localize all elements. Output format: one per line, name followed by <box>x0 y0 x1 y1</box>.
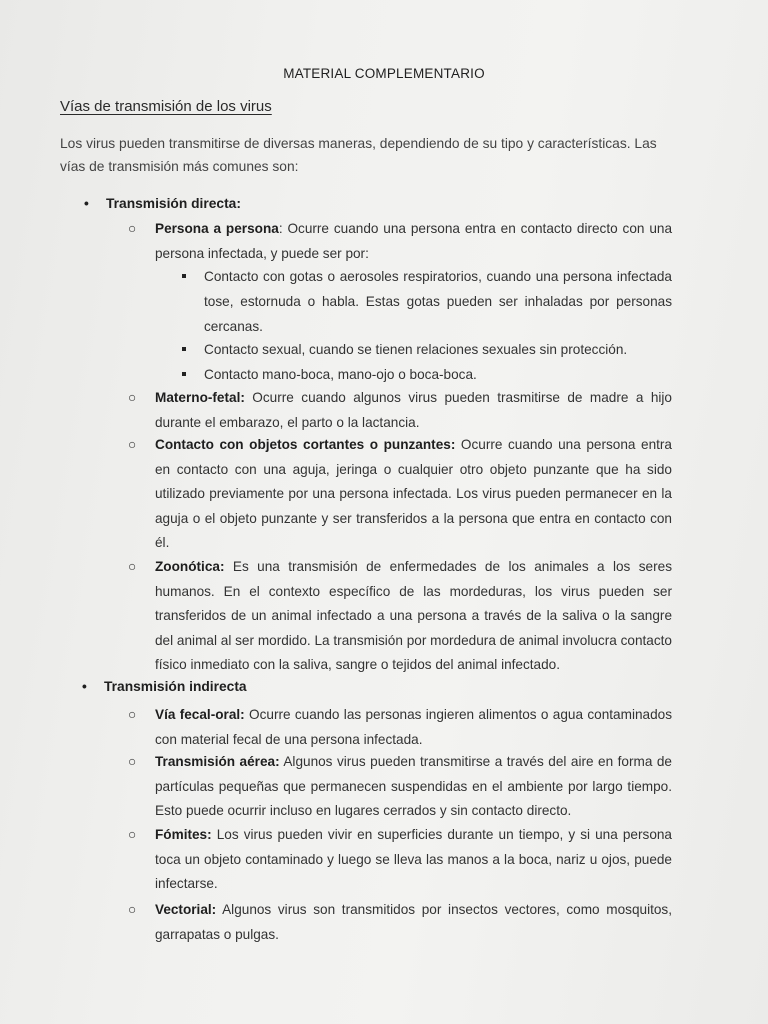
item-text: Ocurre cuando una persona entra en contacto con una aguja, jeringa o cualquier otro objeto punzante que ha sido utilizado previamente por una persona infectada. Los virus pueden permanecer en la aguja o el objeto punzante y ser transferidos a la persona que entra en contacto con él. <box>155 437 672 550</box>
item-text: : Ocurre cuando una persona entra en contacto directo con una persona infectada, y puede ser por: <box>155 221 673 261</box>
sub-item-text: Contacto sexual, cuando se tienen relaciones sexuales sin protección. <box>204 342 628 357</box>
intro-paragraph: Los virus pueden transmitirse de diversas maneras, dependiendo de su tipo y características. Las vías de transmisión más comunes son: <box>60 136 657 174</box>
bullet-icon: • <box>84 196 89 211</box>
section-heading-direct <box>84 196 241 211</box>
section-subtitle: Vías de transmisión de los virus <box>60 98 272 115</box>
sub-item-gotas <box>204 264 672 339</box>
square-bullet-icon <box>182 347 186 351</box>
sub-item-sexual <box>204 337 672 362</box>
item-term: Transmisión aérea: <box>155 754 280 769</box>
section-heading-text: Transmisión indirecta <box>104 679 247 694</box>
item-term: Materno-fetal: <box>155 390 245 405</box>
circle-bullet-icon: ○ <box>128 559 137 574</box>
page-title: MATERIAL COMPLEMENTARIO <box>283 66 485 81</box>
list-item-aerea <box>128 750 672 824</box>
section-heading-indirect <box>82 679 247 694</box>
circle-bullet-icon: ○ <box>128 221 137 236</box>
item-term: Vía fecal-oral: <box>155 707 245 722</box>
circle-bullet-icon: ○ <box>128 390 137 405</box>
square-bullet-icon <box>182 274 186 278</box>
item-text: Ocurre cuando las personas ingieren alimentos o agua contaminados con material fecal de una persona infectada. <box>155 707 672 747</box>
bullet-icon: • <box>82 679 87 694</box>
square-bullet-icon <box>182 372 186 376</box>
item-term: Zoonótica: <box>155 559 225 574</box>
list-item-fomites <box>128 823 672 897</box>
sub-item-text: Contacto con gotas o aerosoles respiratorios, cuando una persona infectada tose, estornuda o habla. Estas gotas pueden ser inhaladas por personas cercanas. <box>204 269 672 334</box>
item-text: Ocurre cuando algunos virus pueden trasmitirse de madre a hijo durante el embarazo, el parto o la lactancia. <box>155 390 672 430</box>
item-text: Algunos virus son transmitidos por insectos vectores, como mosquitos, garrapatas o pulgas. <box>155 902 672 942</box>
section-heading-text: Transmisión directa: <box>106 196 241 211</box>
item-term: Contacto con objetos cortantes o punzantes: <box>155 437 456 452</box>
sub-item-text: Contacto mano-boca, mano-ojo o boca-boca. <box>204 367 477 382</box>
item-text: Es una transmisión de enfermedades de los animales a los seres humanos. En el contexto específico de las mordeduras, los virus pueden ser transferidos de un animal infectado a una persona a través de la saliva o la sangre del animal al ser mordido. La transmisión por mordedura de animal involucra contacto físico inmediato con la saliva, sangre o tejidos del animal infectado. <box>155 559 672 672</box>
list-item-persona <box>128 217 673 266</box>
item-term: Vectorial: <box>155 902 217 917</box>
list-item-fecal-oral <box>128 703 672 752</box>
circle-bullet-icon: ○ <box>128 707 137 722</box>
item-text: Algunos virus pueden transmitirse a través del aire en forma de partículas pequeñas que permanecen suspendidas en el ambiente por largo tiempo. Esto puede ocurrir incluso en lugares cerrados y sin contacto directo. <box>155 754 672 818</box>
item-text: Los virus pueden vivir en superficies durante un tiempo, y si una persona toca un objeto contaminado y luego se lleva las manos a la boca, nariz u ojos, puede infectarse. <box>155 827 672 891</box>
list-item-objetos <box>128 433 672 556</box>
circle-bullet-icon: ○ <box>128 754 137 769</box>
item-term: Persona a persona <box>155 221 279 236</box>
list-item-materno-fetal <box>128 386 672 435</box>
list-item-vectorial <box>128 898 672 947</box>
circle-bullet-icon: ○ <box>128 902 137 917</box>
sub-item-mano <box>204 362 672 387</box>
circle-bullet-icon: ○ <box>128 827 137 842</box>
item-term: Fómites: <box>155 827 212 842</box>
list-item-zoonotica <box>128 555 672 678</box>
circle-bullet-icon: ○ <box>128 437 137 452</box>
